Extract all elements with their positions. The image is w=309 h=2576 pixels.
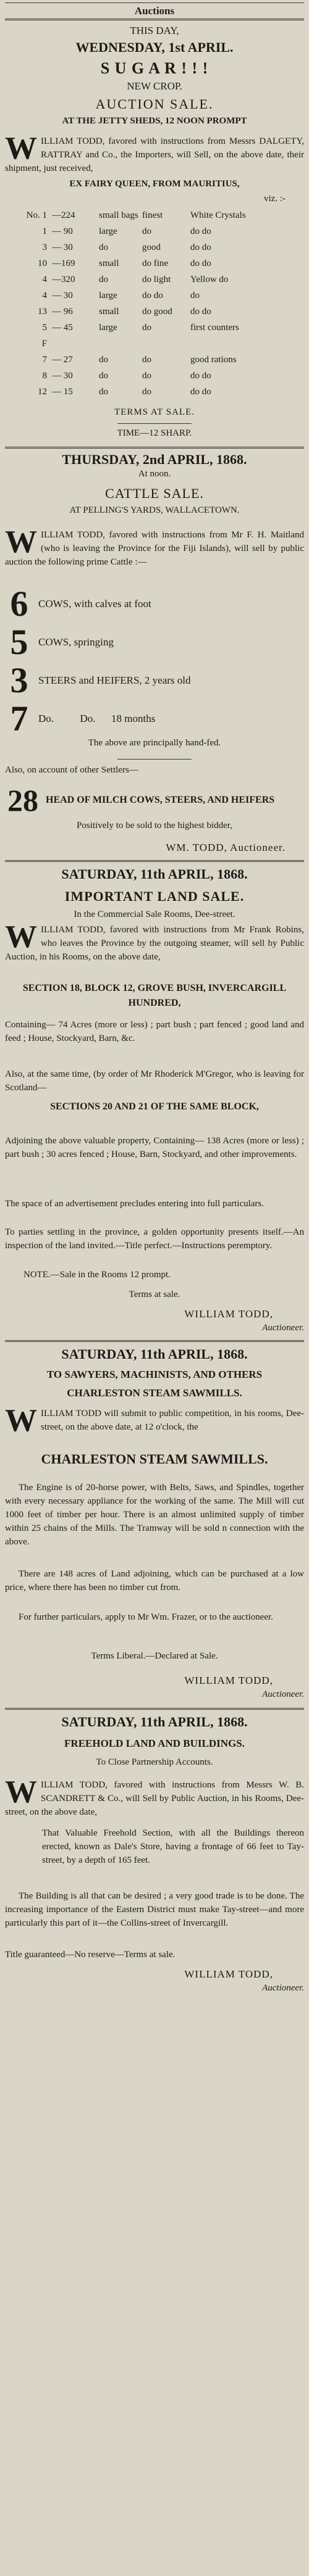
ad2-date: THURSDAY, 2nd APRIL, 1868.	[62, 452, 247, 467]
ad3-space: The space of an advertisement precludes entering into full particulars.	[5, 1199, 265, 1209]
lot-row	[5, 288, 304, 304]
lot-no: 12	[38, 387, 47, 397]
ad4-body-text: ILLIAM TODD will submit to public competition, in his rooms, Dee-street, on the above date, at 12 o'clock, the	[41, 1409, 304, 1432]
lot-no: 13	[38, 307, 47, 317]
ad3-heading: IMPORTANT LAND SALE.	[64, 888, 245, 904]
lot-size	[99, 336, 142, 352]
lot-no: No. 1	[26, 210, 47, 220]
ad3-rule	[5, 1340, 304, 1342]
ad1-sugar: S U G A R ! ! !	[100, 59, 209, 77]
top-rule	[5, 2, 304, 3]
ad4-rule	[5, 1708, 304, 1710]
lot-quality: finest	[142, 210, 163, 220]
lot-qty: — 15	[52, 387, 73, 397]
lot-qty: —169	[52, 259, 75, 268]
lot-desc: White Crystals	[190, 210, 246, 220]
lot-desc: do	[190, 291, 200, 300]
lot-size: do	[99, 275, 108, 284]
ad4-body: WILLIAM TODD will submit to public competition, in his rooms, Dee-street, on the above date, at 12 o'clock, the	[5, 1403, 304, 1438]
ad3-section: SECTION 18, BLOCK 12, GROVE BUSH, INVERCARGILL HUNDRED,	[22, 983, 287, 1008]
lot-no: 5	[42, 323, 47, 333]
lot-qty: — 45	[52, 323, 73, 333]
ad1-terms: TERMS AT SALE.	[114, 407, 195, 417]
ad5-heading: FREEHOLD LAND AND BUILDINGS.	[64, 1737, 245, 1749]
lot-size: do	[99, 387, 108, 397]
cattle-text: COWS, springing	[38, 636, 114, 648]
lot-quality: do	[142, 355, 151, 365]
ad3-containing: Containing— 74 Acres (more or less) ; part bush ; part fenced ; good land and feed ; House, Stockyard, Barn, &c.	[5, 1020, 304, 1043]
lot-row	[5, 304, 304, 320]
ad-freehold	[5, 1714, 304, 1768]
ad2-herd	[5, 780, 304, 821]
lot-qty	[52, 336, 99, 352]
ad-sugar	[5, 25, 304, 126]
ad2-time: At noon.	[138, 469, 171, 479]
ad1-ship: EX FAIRY QUEEN, FROM MAURITIUS,	[69, 179, 240, 189]
page-title: Auctions	[134, 5, 175, 17]
lot-quality: do	[142, 323, 151, 333]
ad1-time: TIME—12 SHARP.	[117, 428, 192, 438]
ad2-also: Also, on account of other Settlers—	[5, 765, 138, 775]
ad3-adjoining: Adjoining the above valuable property, Containing— 138 Acres (more or less) ; part bush ; 30 acres fenced ; House, Barn, Stockyard, and other improvements.	[5, 1136, 304, 1159]
ad2-auctioneer: WM. TODD, Auctioneer.	[166, 842, 286, 853]
lot-desc: Yellow do	[190, 275, 229, 284]
ad1-lots	[5, 207, 304, 400]
ad3-sig2: Auctioneer.	[262, 1323, 304, 1333]
ad5-date: SATURDAY, 11th APRIL, 1868.	[61, 1714, 248, 1729]
lot-desc: do do	[190, 242, 211, 252]
ad2-rule	[5, 860, 304, 862]
ad3-also: Also, at the same time, (by order of Mr Rhoderick M'Gregor, who is leaving for Scotland—	[5, 1069, 304, 1093]
lot-desc: do do	[190, 387, 211, 397]
ad4-to: TO SAWYERS, MACHINISTS, AND OTHERS	[46, 1369, 263, 1380]
ad3-venue: In the Commercial Sale Rooms, Dee-street.	[74, 909, 235, 919]
lot-no: 1	[42, 226, 47, 236]
lot-quality: good	[142, 242, 161, 252]
lot-no: 8	[42, 371, 47, 381]
ad3-terms: Terms at sale.	[129, 1290, 180, 1299]
ad4-date: SATURDAY, 11th APRIL, 1868.	[61, 1346, 248, 1362]
cattle-text: Do. Do. 18 months	[38, 713, 156, 724]
ad1-venue: AT THE JETTY SHEDS, 12 NOON PROMPT	[62, 116, 247, 126]
lot-desc	[190, 336, 304, 352]
ad2-venue: AT PELLING'S YARDS, WALLACETOWN.	[69, 505, 240, 515]
ad2-positive: Positively to be sold to the highest bidder,	[77, 821, 232, 830]
ad1-day: WEDNESDAY, 1st APRIL.	[75, 39, 234, 55]
cattle-item	[5, 624, 304, 660]
cattle-item	[5, 586, 304, 622]
cattle-text: COWS, with calves at foot	[38, 598, 151, 610]
ad2-items	[5, 584, 304, 739]
lot-no: 3	[42, 242, 47, 252]
lot-size: large	[99, 226, 117, 236]
ad2-body-text: ILLIAM TODD, favored with instructions from Mr F. H. Maitland (who is leaving the Province for the Fiji Islands), will sell by public auction the following prime Cattle :—	[5, 530, 304, 567]
ad1-viz: viz. :-	[264, 194, 286, 204]
ad4-terms: Terms Liberal.—Declared at Sale.	[91, 1651, 218, 1661]
lot-row	[5, 271, 304, 288]
ad5-body-text: ILLIAM TODD, favored with instructions from Messrs W. B. SCANDRETT & Co., will Sell by Public Auction, in his Rooms, Dee-street, on the above date,	[5, 1780, 304, 1817]
ad-sawmills	[5, 1346, 304, 1399]
ad1-crop: NEW CROP.	[127, 80, 182, 92]
lot-desc: good rations	[190, 355, 237, 365]
lot-qty: — 96	[52, 307, 73, 317]
ad2-mid-rule	[117, 759, 192, 760]
ad-cattle	[5, 452, 304, 516]
lot-desc: do do	[190, 259, 211, 268]
ad1-terms-rule	[117, 423, 192, 424]
ad3-body: WILLIAM TODD, favored with instructions from Mr Frank Robins, who leaves the Province by the outgoing steamer, will sell by Public Auction, in his Rooms, on the above date,	[5, 919, 304, 962]
lot-row	[5, 223, 304, 239]
lot-quality: do fine	[142, 259, 169, 268]
lot-size: do	[99, 242, 108, 252]
lot-size: small	[99, 307, 119, 317]
ad-land	[5, 866, 304, 920]
lot-row	[5, 384, 304, 400]
ad4-acres: There are 148 acres of Land adjoining, which can be purchased at a low price, where there has been no timber cut from.	[5, 1569, 304, 1592]
ad3-body-text: ILLIAM TODD, favored with instructions from Mr Frank Robins, who leaves the Province by the outgoing steamer, will sell by Public Auction, in his Rooms, on the above date,	[5, 925, 304, 962]
lot-desc: do do	[190, 226, 211, 236]
lot-qty: — 90	[52, 226, 73, 236]
ad5-sig2: Auctioneer.	[262, 1983, 304, 1993]
ad4-engine: The Engine is of 20-horse power, with Belts, Saws, and Spindles, together with every necessary appliance for the working of the same. The Mill will cut 1000 feet of timber per hour. There is an almost unlimited supply of timber within 25 chains of the Mills. The Tramway will be sold n connection with the above.	[5, 1483, 304, 1547]
cattle-number: 3	[10, 660, 28, 700]
ad4-sig2: Auctioneer.	[262, 1689, 304, 1699]
header-rule	[5, 19, 304, 20]
lot-quality: do	[142, 371, 151, 381]
lot-row	[5, 352, 304, 368]
lot-row	[5, 368, 304, 384]
cattle-number: 7	[10, 698, 28, 739]
lot-size: large	[99, 291, 117, 300]
lot-quality: do	[142, 226, 151, 236]
lot-no: F	[41, 339, 47, 349]
ad1-dateline: THIS DAY,	[130, 25, 179, 36]
lot-quality: do do	[142, 291, 163, 300]
lot-qty: —224	[52, 210, 75, 220]
ad4-further: For further particulars, apply to Mr Wm. Frazer, or to the auctioneer.	[19, 1612, 273, 1622]
ad1-body-text: ILLIAM TODD, favored with instructions from Messrs DALGETY, RATTRAY and Co., the Importers, will Sell, on the above date, their shipment, just received,	[5, 136, 304, 173]
ad3-note: NOTE.—Sale in the Rooms 12 prompt.	[23, 1270, 171, 1280]
ad4-mill: CHARLESTON STEAM SAWMILLS.	[67, 1387, 242, 1399]
lot-desc: do do	[190, 371, 211, 381]
ad2-heading: CATTLE SALE.	[105, 486, 204, 501]
lot-row	[5, 320, 304, 336]
ad1-heading: AUCTION SALE.	[95, 96, 214, 112]
ad5-body: WILLIAM TODD, favored with instructions from Messrs W. B. SCANDRETT & Co., will Sell by Public Auction, in his Rooms, Dee-street, on the above date,	[5, 1775, 304, 1817]
lot-size: do	[99, 371, 108, 381]
ad5-sub: To Close Partnership Accounts.	[96, 1757, 213, 1767]
lot-row	[5, 207, 304, 223]
lot-qty: — 30	[52, 371, 73, 381]
lot-desc: first counters	[190, 323, 239, 333]
ad1-rule	[5, 447, 304, 449]
lot-desc: do do	[190, 307, 211, 317]
cattle-item	[5, 660, 304, 700]
lot-qty: — 30	[52, 291, 73, 300]
ad5-sig: WILLIAM TODD,	[184, 1968, 273, 1980]
lot-quality: do good	[142, 307, 172, 317]
ad3-parties: To parties settling in the province, a golden opportunity presents itself.—An inspection of the land invited.—Title perfect.—Instructions peremptory.	[5, 1227, 304, 1251]
lot-size: small bags	[99, 210, 138, 220]
cattle-text: STEERS and HEIFERS, 2 years old	[38, 674, 191, 686]
lot-size: do	[99, 355, 108, 365]
lot-row	[5, 336, 304, 352]
cattle-number: 6	[10, 584, 28, 624]
lot-no: 10	[38, 259, 47, 268]
ad2-body: WILLIAM TODD, favored with instructions from Mr F. H. Maitland (who is leaving the Province for the Fiji Islands), will sell by public auction the following prime Cattle :—	[5, 524, 304, 567]
lot-size: small	[99, 259, 119, 268]
lot-no: 4	[42, 291, 47, 300]
lot-quality: do light	[142, 275, 171, 284]
ad3-sections: SECTIONS 20 AND 21 OF THE SAME BLOCK,	[50, 1101, 259, 1112]
cattle-number: 5	[10, 622, 28, 662]
ad2-herd-number: 28	[7, 783, 38, 818]
ad2-above: The above are principally hand-fed.	[88, 738, 221, 748]
ad3-date: SATURDAY, 11th APRIL, 1868.	[61, 866, 248, 882]
lot-no: 7	[42, 355, 47, 365]
lot-quality	[142, 336, 190, 352]
lot-qty: — 30	[52, 242, 73, 252]
lot-row	[5, 255, 304, 271]
ad5-valuable: That Valuable Freehold Section, with all the Buildings thereon erected, known as Dale's Store, having a frontage of 66 feet to Tay-street, by a depth of 165 feet.	[42, 1828, 304, 1865]
cattle-item	[5, 698, 304, 739]
ad5-building: The Building is all that can be desired ; a very good trade is to be done. The increasing importance of the Eastern District must make Tay-street—and more particularly this part of it—the Collins-street of Invercargill.	[5, 1891, 304, 1928]
lot-qty: —320	[52, 275, 75, 284]
lot-row	[5, 239, 304, 255]
ad3-sig: WILLIAM TODD,	[184, 1308, 273, 1320]
ad5-title: Title guaranteed—No reserve—Terms at sale.	[5, 1950, 176, 1960]
ad2-herd-text: HEAD OF MILCH COWS, STEERS, AND HEIFERS	[46, 795, 275, 805]
ad1-body: WILLIAM TODD, favored with instructions from Messrs DALGETY, RATTRAY and Co., the Importers, will Sell, on the above date, their shipment, just received,	[5, 131, 304, 173]
ad4-sig: WILLIAM TODD,	[184, 1675, 273, 1686]
ad4-mill2: CHARLESTON STEAM SAWMILLS.	[41, 1451, 268, 1467]
lot-size: large	[99, 323, 117, 333]
lot-no: 4	[42, 275, 47, 284]
lot-quality: do	[142, 387, 151, 397]
lot-qty: — 27	[52, 355, 73, 365]
